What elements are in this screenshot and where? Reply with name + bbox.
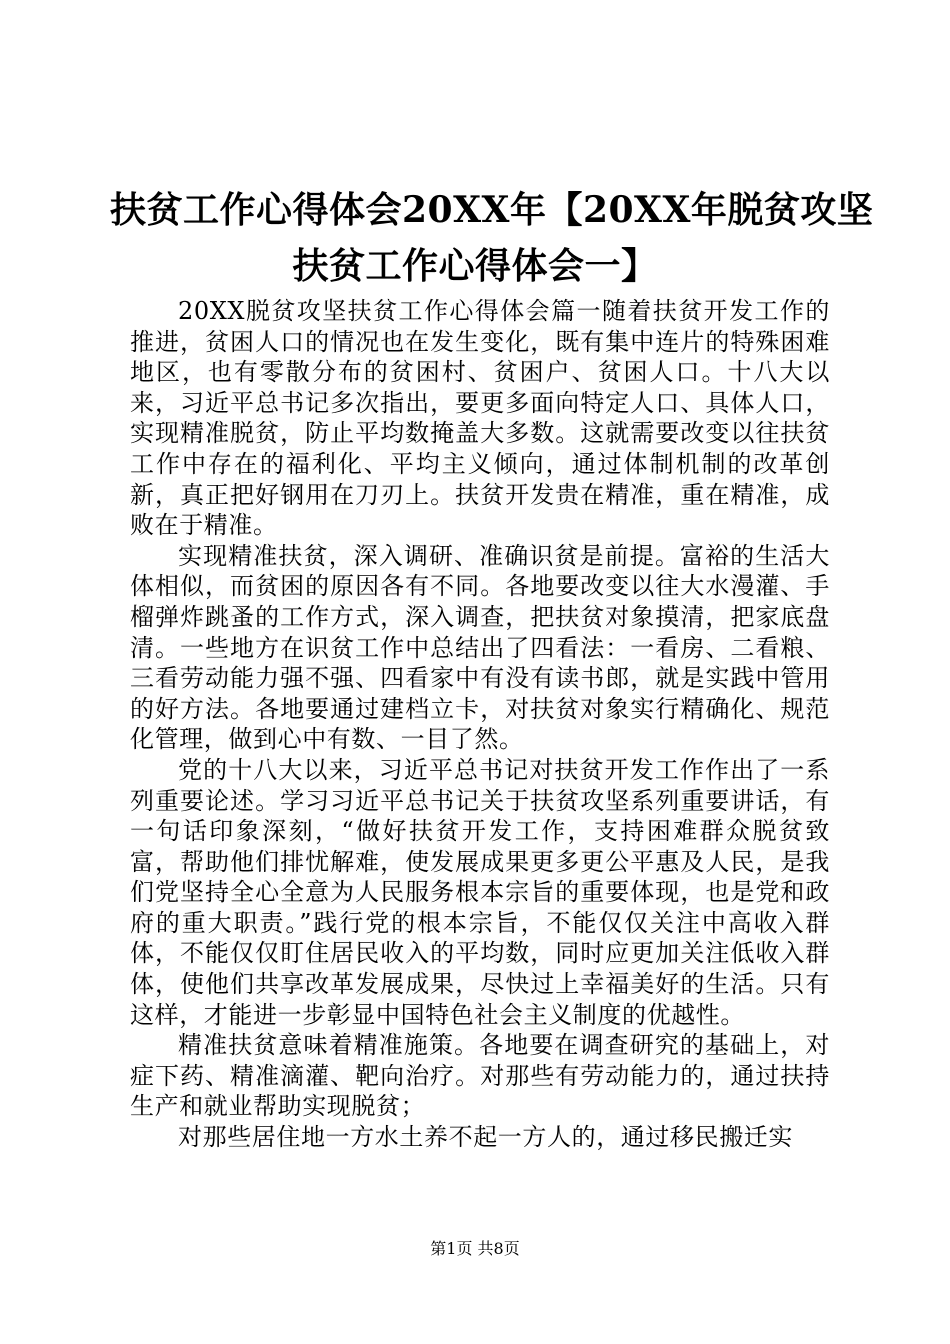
page-footer: 第1页 共8页 xyxy=(430,1239,520,1258)
paragraph-3: 党的十八大以来，习近平总书记对扶贫开发工作作出了一系列重要论述。学习习近平总书记关于扶贫攻坚系列重要讲话，有一句话印象深刻，“做好扶贫开发工作，支持困难群众脱贫致富，帮助他们排忧解难，使发展成果更多更公平惠及人民，是我们党坚持全心全意为人民服务根本宗旨的重要体现，也是党和政府的重大职责。”践行党的根本宗旨，不能仅仅关注中高收入群体，不能仅仅盯住居民收入的平均数，同时应更加关注低收入群体，使他们共享改革发展成果，尽快过上幸福美好的生活。只有这样，才能进一步彰显中国特色社会主义制度的优越性。 xyxy=(130,755,830,1029)
paragraph-2: 实现精准扶贫，深入调研、准确识贫是前提。富裕的生活大体相似，而贫困的原因各有不同。各地要改变以往大水漫灌、手榴弹炸跳蚤的工作方式，深入调查，把扶贫对象摸清，把家底盘清。一些地方在识贫工作中总结出了四看法：一看房、二看粮、三看劳动能力强不强、四看家中有没有读书郎，就是实践中管用的好方法。各地要通过建档立卡，对扶贫对象实行精确化、规范化管理，做到心中有数、一目了然。 xyxy=(130,541,830,754)
paragraph-4: 精准扶贫意味着精准施策。各地要在调查研究的基础上，对症下药、精准滴灌、靶向治疗。对那些有劳动能力的，通过扶持生产和就业帮助实现脱贫； xyxy=(130,1031,830,1121)
paragraph-1: 20XX脱贫攻坚扶贫工作心得体会篇一随着扶贫开发工作的推进，贫困人口的情况也在发生变化，既有集中连片的特殊困难地区，也有零散分布的贫困村、贫困户、贫困人口。十八大以来，习近平总书记多次指出，要更多面向特定人口、具体人口，实现精准脱贫，防止平均数掩盖大多数。这就需要改变以往扶贫工作中存在的福利化、平均主义倾向，通过体制机制的改革创新，真正把好钢用在刀刃上。扶贫开发贵在精准，重在精准，成败在于精准。 xyxy=(130,297,830,540)
title-line-1: 扶贫工作心得体会20XX年【20XX年脱贫攻坚 xyxy=(110,189,874,232)
paragraph-5: 对那些居住地一方水土养不起一方人的，通过移民搬迁实 xyxy=(178,1123,793,1152)
title-line-2: 扶贫工作心得体会一】 xyxy=(292,245,658,288)
document-title xyxy=(110,182,874,294)
document-body xyxy=(130,296,830,1153)
